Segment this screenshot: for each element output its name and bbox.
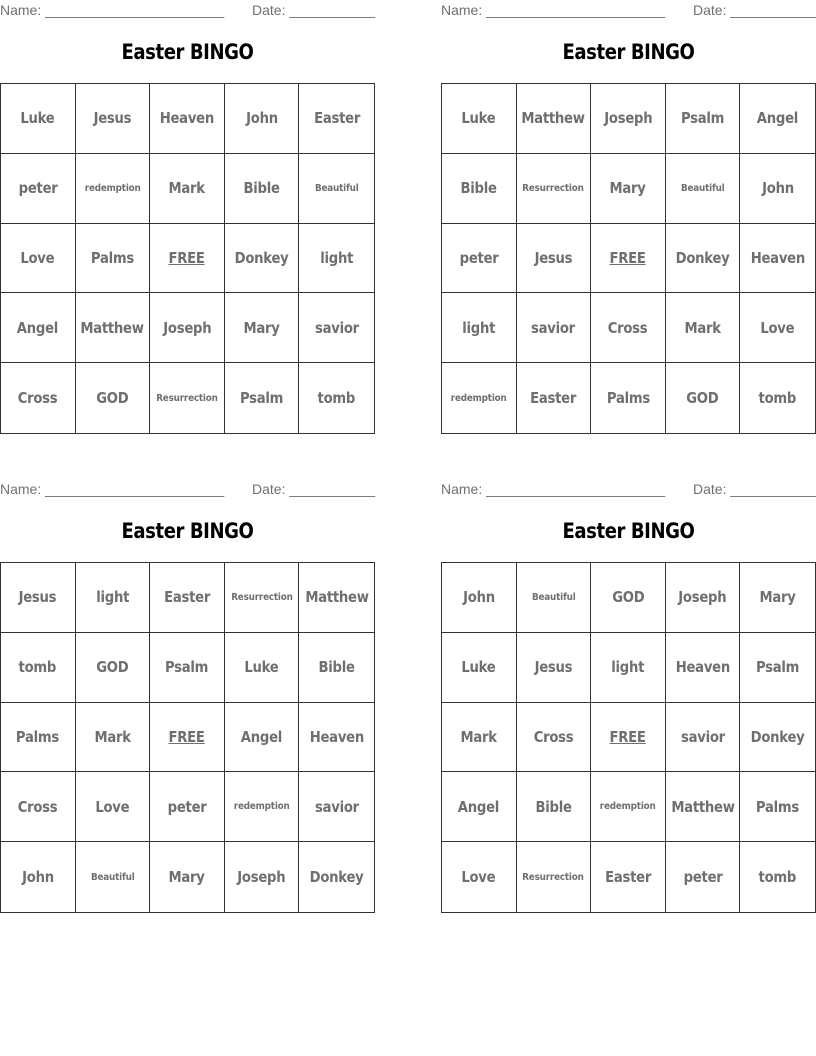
bingo-cell	[666, 703, 741, 773]
bingo-cell-text: Bible	[318, 658, 355, 677]
bingo-cell	[76, 84, 151, 154]
bingo-cell-text: Mark	[168, 179, 206, 198]
bingo-cell	[225, 224, 300, 294]
bingo-grid	[0, 83, 375, 434]
bingo-cell	[225, 293, 300, 363]
bingo-cell-text: peter	[683, 868, 723, 887]
bingo-cell	[740, 363, 815, 433]
bingo-cell-text: Palms	[16, 727, 60, 746]
bingo-cell	[591, 293, 666, 363]
bingo-cell-text: Resurrection	[230, 591, 293, 603]
card-title: Easter BINGO	[562, 519, 695, 543]
bingo-cell-text: Resurrection	[156, 392, 218, 404]
bingo-cell	[442, 563, 517, 633]
bingo-cell-text: Beautiful	[531, 591, 576, 603]
bingo-cell-text: tomb	[758, 389, 797, 408]
bingo-cell-text: Luke	[244, 658, 279, 677]
bingo-cell	[666, 772, 741, 842]
bingo-cell	[150, 363, 225, 433]
bingo-cell-text: Love	[95, 797, 130, 816]
bingo-cell-text: GOD	[611, 588, 645, 607]
bingo-cell	[1, 363, 76, 433]
bingo-cell	[591, 363, 666, 433]
bingo-cell	[442, 772, 517, 842]
bingo-cell	[517, 154, 592, 224]
bingo-cell-text: tomb	[758, 868, 797, 887]
bingo-cell-text: Matthew	[80, 318, 145, 337]
bingo-cell-text: light	[462, 318, 496, 337]
bingo-cell-text: Donkey	[750, 727, 805, 746]
bingo-cell	[299, 293, 374, 363]
bingo-cell	[1, 84, 76, 154]
bingo-cell	[591, 84, 666, 154]
bingo-cell-text: John	[462, 588, 495, 607]
bingo-cell	[666, 363, 741, 433]
bingo-cell-text: savior	[531, 318, 576, 337]
bingo-cell	[76, 154, 151, 224]
bingo-cell-text: Cross	[17, 389, 58, 408]
bingo-cell	[76, 633, 151, 703]
free-space-cell	[591, 703, 666, 773]
bingo-cell	[442, 154, 517, 224]
bingo-cell-text: tomb	[19, 658, 57, 677]
bingo-cell-text: Cross	[533, 727, 574, 746]
bingo-cell-text: Luke	[20, 109, 55, 128]
bingo-cell-text: Heaven	[675, 658, 730, 677]
bingo-cell-text: Mary	[609, 179, 647, 198]
bingo-cell-text: Cross	[608, 318, 648, 337]
bingo-cell	[225, 633, 300, 703]
bingo-cell-text: light	[95, 588, 129, 607]
free-space-cell	[150, 224, 225, 294]
date-field: Date: ___________	[693, 481, 816, 497]
bingo-cell-text: FREE	[609, 248, 647, 267]
bingo-card-3	[0, 479, 375, 919]
bingo-cell	[740, 224, 815, 294]
bingo-card-2	[441, 0, 816, 440]
bingo-cell	[666, 293, 741, 363]
bingo-cell	[76, 772, 151, 842]
bingo-cell	[666, 563, 741, 633]
bingo-cell-text: John	[245, 109, 278, 128]
bingo-cell	[76, 363, 151, 433]
bingo-cell	[442, 363, 517, 433]
bingo-cell-text: Angel	[240, 727, 283, 746]
bingo-grid	[0, 562, 375, 913]
bingo-cell	[740, 633, 815, 703]
bingo-cell	[442, 84, 517, 154]
card-header	[0, 0, 375, 22]
name-field: Name: _______________________	[441, 481, 666, 497]
bingo-cell-text: Heaven	[309, 727, 364, 746]
bingo-cell	[442, 633, 517, 703]
bingo-cell-text: FREE	[609, 727, 647, 746]
bingo-cell-text: Cross	[17, 797, 58, 816]
date-field: Date: ___________	[252, 481, 375, 497]
name-field: Name: _______________________	[0, 2, 225, 18]
bingo-cell	[225, 84, 300, 154]
bingo-cell	[591, 842, 666, 912]
bingo-cell	[150, 84, 225, 154]
bingo-cell-text: Easter	[530, 389, 577, 408]
bingo-cell	[150, 563, 225, 633]
bingo-cell-text: Love	[461, 868, 496, 887]
bingo-grid	[441, 562, 816, 913]
bingo-cell-text: Palms	[606, 389, 650, 408]
bingo-cell-text: John	[761, 179, 794, 198]
bingo-cell-text: Psalm	[756, 658, 800, 677]
bingo-cell-text: Resurrection	[522, 182, 585, 194]
bingo-cell-text: tomb	[317, 389, 356, 408]
bingo-cell	[150, 293, 225, 363]
bingo-cell	[1, 154, 76, 224]
bingo-cell	[225, 703, 300, 773]
bingo-cell	[1, 633, 76, 703]
bingo-cell	[299, 363, 374, 433]
bingo-cell	[76, 224, 151, 294]
bingo-cell-text: Mark	[684, 318, 721, 337]
bingo-cell-text: GOD	[96, 658, 129, 677]
bingo-cell	[1, 563, 76, 633]
bingo-cell	[517, 363, 592, 433]
bingo-cell	[299, 224, 374, 294]
bingo-cell	[666, 224, 741, 294]
bingo-cell-text: Mary	[243, 318, 280, 337]
bingo-cell-text: peter	[167, 797, 207, 816]
card-title: Easter BINGO	[121, 519, 254, 543]
name-field: Name: _______________________	[0, 481, 225, 497]
bingo-cell	[299, 154, 374, 224]
bingo-cell-text: Donkey	[675, 248, 730, 267]
bingo-card-4	[441, 479, 816, 919]
bingo-cell-text: Luke	[461, 109, 496, 128]
bingo-cell-text: Jesus	[534, 248, 573, 267]
date-field: Date: ___________	[252, 2, 375, 18]
bingo-cell-text: Joseph	[678, 588, 727, 607]
name-field: Name: _______________________	[441, 2, 666, 18]
free-space-cell	[591, 224, 666, 294]
bingo-cell-text: Angel	[757, 109, 799, 128]
bingo-cell	[225, 154, 300, 224]
bingo-cell	[299, 84, 374, 154]
bingo-cell-text: Bible	[243, 179, 280, 198]
bingo-cell-text: Donkey	[309, 868, 364, 887]
bingo-cell	[299, 772, 374, 842]
bingo-cell-text: Heaven	[750, 248, 805, 267]
card-header	[441, 0, 816, 22]
bingo-cell	[517, 293, 592, 363]
bingo-cell	[740, 84, 815, 154]
bingo-cell-text: Easter	[313, 109, 360, 128]
bingo-cell-text: Mark	[94, 727, 131, 746]
bingo-cell	[666, 842, 741, 912]
bingo-cell	[225, 563, 300, 633]
bingo-cell	[442, 703, 517, 773]
bingo-cell	[517, 842, 592, 912]
bingo-cell	[740, 842, 815, 912]
bingo-cell-text: Beautiful	[314, 182, 359, 194]
bingo-cell	[1, 703, 76, 773]
bingo-cell-text: Joseph	[162, 318, 212, 337]
bingo-cell	[740, 563, 815, 633]
bingo-cell-text: savior	[314, 797, 359, 816]
bingo-cell-text: Psalm	[240, 389, 284, 408]
bingo-cell	[591, 154, 666, 224]
bingo-cell-text: peter	[18, 179, 58, 198]
bingo-cell-text: Matthew	[670, 797, 735, 816]
bingo-cell-text: Bible	[460, 179, 497, 198]
bingo-cell-text: redemption	[600, 801, 656, 813]
date-field: Date: ___________	[693, 2, 816, 18]
bingo-cell-text: Love	[760, 318, 795, 337]
bingo-cell-text: Bible	[535, 797, 572, 816]
bingo-cell	[740, 772, 815, 842]
bingo-cell-text: FREE	[168, 248, 206, 267]
bingo-cell	[1, 772, 76, 842]
bingo-cell	[740, 293, 815, 363]
card-title: Easter BINGO	[562, 40, 695, 64]
bingo-cell	[76, 703, 151, 773]
card-title: Easter BINGO	[121, 40, 254, 64]
bingo-cell-text: Beautiful	[90, 871, 135, 883]
bingo-cell	[666, 633, 741, 703]
bingo-cell	[517, 84, 592, 154]
bingo-cell	[666, 84, 741, 154]
bingo-cell	[225, 842, 300, 912]
bingo-cell	[442, 842, 517, 912]
bingo-cell-text: Palms	[90, 248, 134, 267]
bingo-cell	[1, 842, 76, 912]
bingo-cell	[517, 633, 592, 703]
bingo-cell	[76, 842, 151, 912]
bingo-cell	[442, 293, 517, 363]
bingo-cell	[740, 703, 815, 773]
bingo-cell	[591, 563, 666, 633]
bingo-cell	[517, 772, 592, 842]
bingo-cell-text: light	[611, 658, 645, 677]
bingo-cell	[517, 224, 592, 294]
bingo-cell-text: Resurrection	[522, 871, 585, 883]
bingo-cell	[1, 293, 76, 363]
bingo-cell-text: Luke	[461, 658, 496, 677]
bingo-cell-text: Love	[20, 248, 55, 267]
bingo-cell	[299, 842, 374, 912]
bingo-cell-text: Joseph	[603, 109, 653, 128]
bingo-cell-text: Heaven	[159, 109, 215, 128]
bingo-cell-text: redemption	[233, 801, 290, 813]
bingo-cell	[591, 772, 666, 842]
bingo-cell	[150, 154, 225, 224]
bingo-cell-text: Donkey	[234, 248, 289, 267]
bingo-cell-text: Palms	[756, 797, 800, 816]
bingo-cell-text: savior	[680, 727, 725, 746]
bingo-cell	[225, 772, 300, 842]
bingo-cell-text: Psalm	[165, 658, 209, 677]
card-header	[441, 479, 816, 501]
bingo-cell-text: Mary	[759, 588, 796, 607]
bingo-cell-text: Angel	[458, 797, 500, 816]
bingo-cell	[591, 633, 666, 703]
bingo-cell-text: Matthew	[305, 588, 369, 607]
free-space-cell	[150, 703, 225, 773]
bingo-cell	[150, 633, 225, 703]
bingo-cell	[442, 224, 517, 294]
bingo-cell-text: Joseph	[237, 868, 286, 887]
bingo-cell	[740, 154, 815, 224]
bingo-cell	[225, 363, 300, 433]
bingo-cell-text: Beautiful	[680, 182, 725, 194]
bingo-cell	[666, 154, 741, 224]
bingo-cell	[299, 703, 374, 773]
bingo-cell-text: Easter	[604, 868, 651, 887]
bingo-cell	[150, 772, 225, 842]
bingo-cell-text: Matthew	[521, 109, 586, 128]
bingo-cell-text: peter	[459, 248, 499, 267]
bingo-cell-text: savior	[314, 318, 359, 337]
bingo-card-1	[0, 0, 375, 440]
bingo-cell	[76, 563, 151, 633]
bingo-cell	[150, 842, 225, 912]
bingo-cell-text: redemption	[84, 182, 141, 194]
bingo-cell-text: Angel	[17, 318, 59, 337]
bingo-cell-text: FREE	[168, 727, 206, 746]
bingo-cell-text: Jesus	[93, 109, 132, 128]
card-header	[0, 479, 375, 501]
bingo-cell-text: light	[320, 248, 354, 267]
bingo-cell	[1, 224, 76, 294]
bingo-cell	[299, 563, 374, 633]
bingo-cell-text: Mark	[460, 727, 497, 746]
bingo-grid	[441, 83, 816, 434]
bingo-cell	[517, 703, 592, 773]
bingo-cell-text: Jesus	[534, 658, 573, 677]
bingo-cell-text: John	[21, 868, 54, 887]
bingo-cell-text: Jesus	[18, 588, 57, 607]
bingo-cell	[76, 293, 151, 363]
bingo-cell-text: GOD	[686, 389, 719, 408]
bingo-cell	[299, 633, 374, 703]
bingo-cell	[517, 563, 592, 633]
bingo-cell-text: Mary	[168, 868, 206, 887]
bingo-cell-text: GOD	[96, 389, 129, 408]
bingo-cell-text: redemption	[450, 392, 507, 404]
bingo-cell-text: Psalm	[681, 109, 725, 128]
bingo-cell-text: Easter	[163, 588, 210, 607]
